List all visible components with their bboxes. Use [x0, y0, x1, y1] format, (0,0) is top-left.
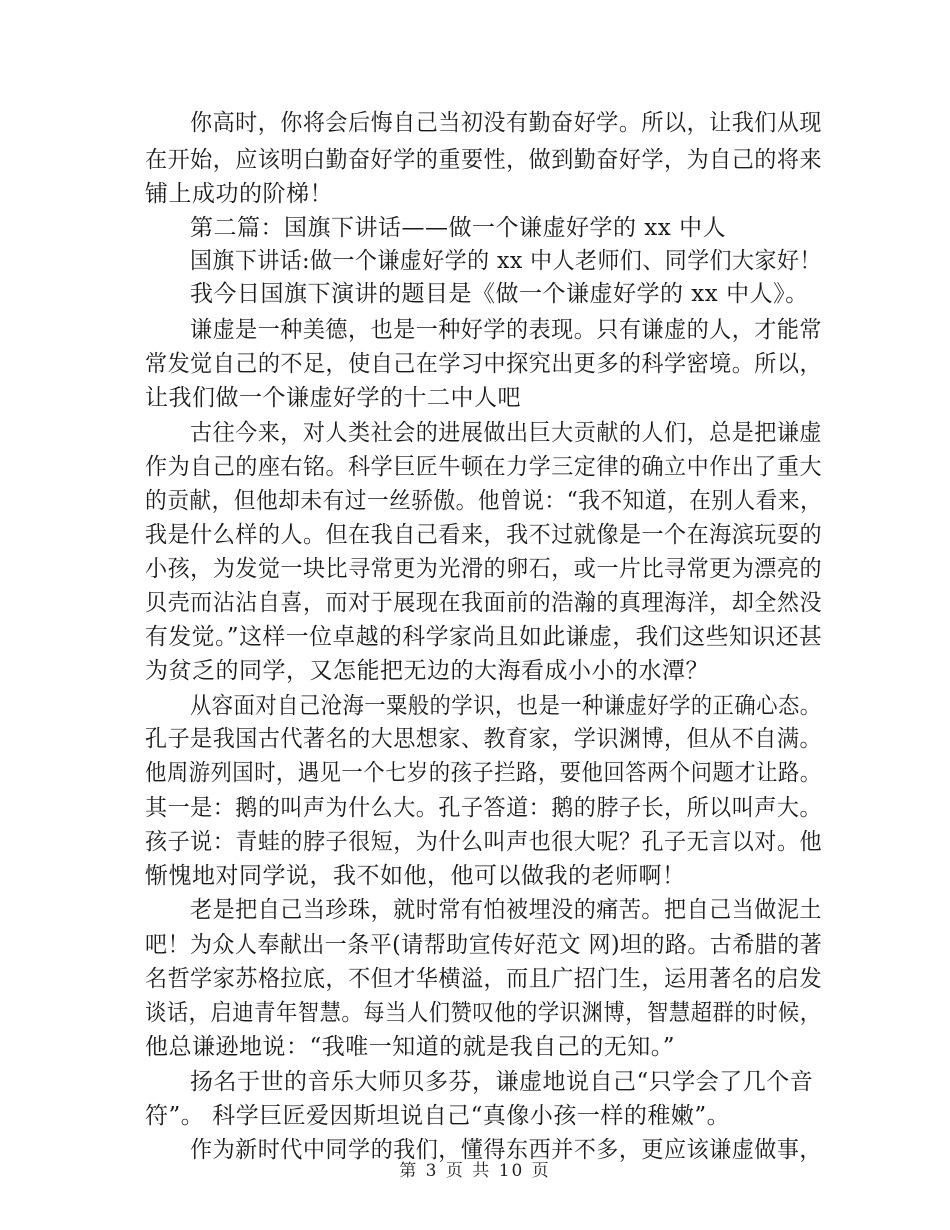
text-line: 让我们做一个谦虚好学的十二中人吧 [145, 385, 521, 411]
text-line: 古往今来，对人类社会的进展做出巨大贡献的人们，总是把谦虚 [190, 420, 823, 446]
text-line: 作为新时代中同学的我们，懂得东西并不多，更应该谦虚做事， [190, 1137, 823, 1163]
text-line: 小孩，为发觉一块比寻常更为光滑的卵石，或一片比寻常更为漂亮的 [145, 556, 823, 582]
section-heading: 第二篇：国旗下讲话——做一个谦虚好学的 xx 中人 [190, 215, 727, 241]
text-line: 我今日国旗下演讲的题目是《做一个谦虚好学的 xx 中人》。 [190, 281, 809, 307]
text-line: 谈话，启迪青年智慧。每当人们赞叹他的学识渊博，智慧超群的时候， [145, 1000, 822, 1026]
text-line: 铺上成功的阶梯！ [145, 181, 333, 207]
text-line: 他总谦逊地说：“我唯一知道的就是我自己的无知。” [145, 1034, 676, 1060]
page-number-footer: 第 3 页 共 10 页 [399, 1161, 551, 1181]
text-line: 他周游列国时，遇见一个七岁的孩子拦路，要他回答两个问题才让路。 [145, 760, 822, 786]
text-line: 惭愧地对同学说，我不如他，他可以做我的老师啊！ [145, 863, 686, 889]
text-line: 常发觉自己的不足，使自己在学习中探究出更多的科学密境。所以， [145, 351, 823, 377]
text-line: 老是把自己当珍珠，就时常有怕被埋没的痛苦。把自己当做泥土 [190, 897, 823, 923]
text-line: 从容面对自己沧海一粟般的学识，也是一种谦虚好学的正确心态。 [190, 693, 822, 719]
text-line: 孩子说：青蛙的脖子很短，为什么叫声也很大呢？孔子无言以对。他 [145, 829, 823, 855]
text-line: 国旗下讲话:做一个谦虚好学的 xx 中人老师们、同学们大家好！ [190, 248, 822, 274]
text-line: 孔子是我国古代著名的大思想家、教育家，学识渊博，但从不自满。 [145, 726, 823, 752]
text-line: 的贡献，但他却未有过一丝骄傲。他曾说：“我不知道，在别人看来， [145, 488, 823, 514]
text-line: 吧！为众人奉献出一条平(请帮助宣传好范文 网)坦的路。古希腊的著 [145, 932, 823, 958]
text-line: 为贫乏的同学，又怎能把无边的大海看成小小的水潭？ [145, 658, 709, 684]
text-line: 在开始，应该明白勤奋好学的重要性，做到勤奋好学，为自己的将来 [145, 147, 823, 173]
text-line: 贝壳而沾沾自喜，而对于展现在我面前的浩瀚的真理海洋，却全然没 [145, 590, 823, 616]
text-line: 有发觉。”这样一位卓越的科学家尚且如此谦虚，我们这些知识还甚 [145, 624, 823, 650]
text-line: 作为自己的座右铭。科学巨匠牛顿在力学三定律的确立中作出了重大 [145, 454, 823, 480]
text-line: 符”。 科学巨匠爱因斯坦说自己“真像小孩一样的稚嫩”。 [145, 1103, 731, 1129]
text-line: 其一是：鹅的叫声为什么大。孔子答道：鹅的脖子长，所以叫声大。 [145, 795, 823, 821]
text-line: 我是什么样的人。但在我自己看来，我不过就像是一个在海滨玩耍的 [145, 522, 823, 548]
text-line: 谦虚是一种美德，也是一种好学的表现。只有谦虚的人，才能常 [190, 317, 823, 343]
text-line: 你高时，你将会后悔自己当初没有勤奋好学。所以，让我们从现 [190, 110, 823, 136]
text-line: 名哲学家苏格拉底，不但才华横溢，而且广招门生，运用著名的启发 [145, 966, 823, 992]
text-line: 扬名于世的音乐大师贝多芬，谦虚地说自己“只学会了几个音 [190, 1069, 814, 1095]
